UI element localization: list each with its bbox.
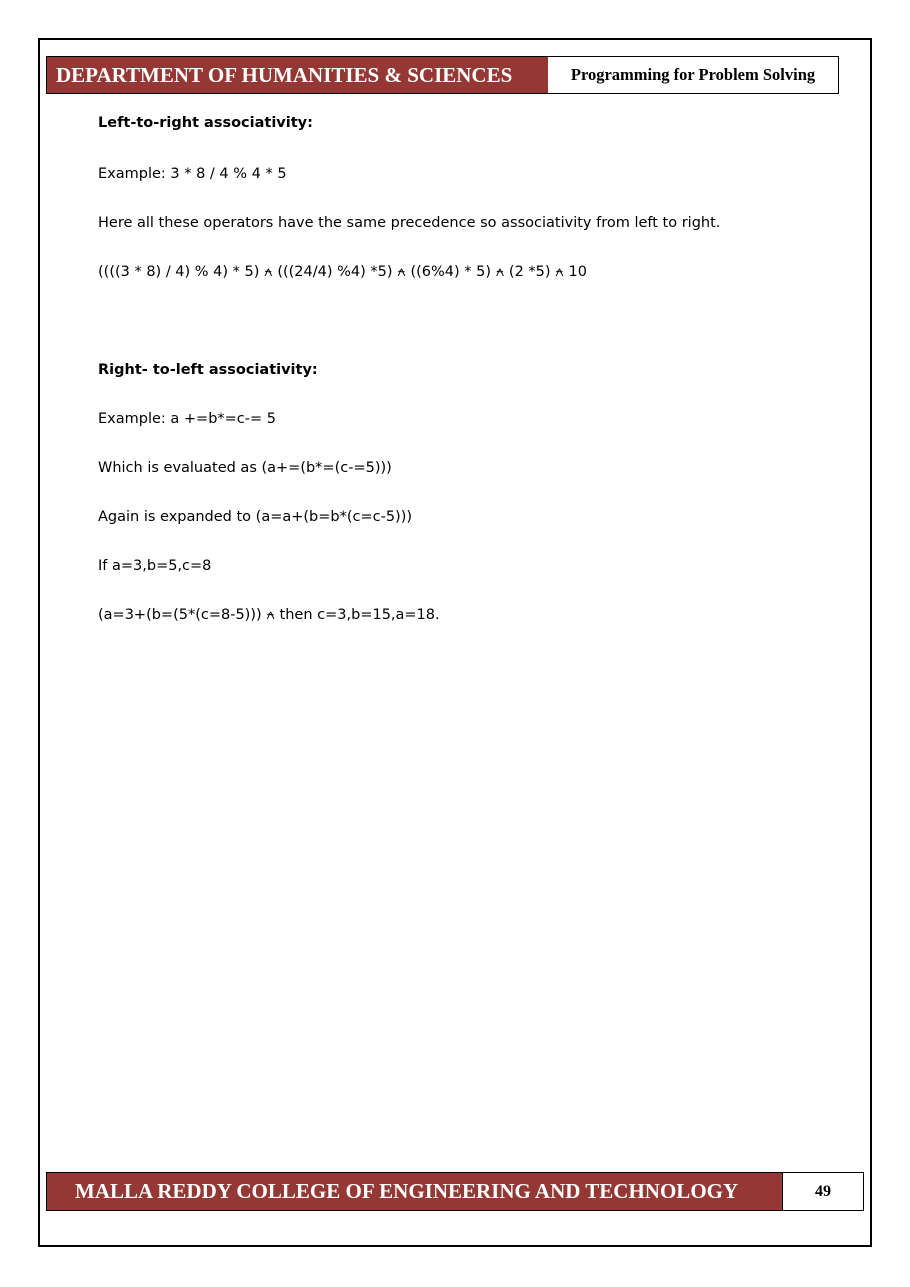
page-header (46, 56, 839, 94)
page-number: 49 (782, 1173, 863, 1210)
rtl-result: (a=3+(b=(5*(c=8-5))) ⍲ then c=3,b=15,a=18. (98, 607, 440, 623)
rtl-evaluated: Which is evaluated as (a+=(b*=(c-=5))) (98, 460, 392, 476)
college-name: MALLA REDDY COLLEGE OF ENGINEERING AND TECHNOLOGY (47, 1173, 782, 1210)
ltr-evaluation: ((((3 * 8) / 4) % 4) * 5) ⍲ (((24/4) %4) *5) ⍲ ((6%4) * 5) ⍲ (2 *5) ⍲ 10 (98, 264, 587, 280)
ltr-example: Example: 3 * 8 / 4 % 4 * 5 (98, 166, 287, 182)
rtl-heading: Right- to-left associativity: (98, 362, 318, 378)
department-title: DEPARTMENT OF HUMANITIES & SCIENCES (47, 57, 548, 93)
rtl-expanded: Again is expanded to (a=a+(b=b*(c=c-5))) (98, 509, 413, 525)
rtl-example: Example: a +=b*=c-= 5 (98, 411, 276, 427)
rtl-values: If a=3,b=5,c=8 (98, 558, 212, 574)
ltr-heading: Left-to-right associativity: (98, 115, 313, 131)
course-title: Programming for Problem Solving (548, 57, 838, 93)
ltr-explanation: Here all these operators have the same precedence so associativity from left to right. (98, 215, 721, 231)
page-footer (46, 1172, 864, 1211)
